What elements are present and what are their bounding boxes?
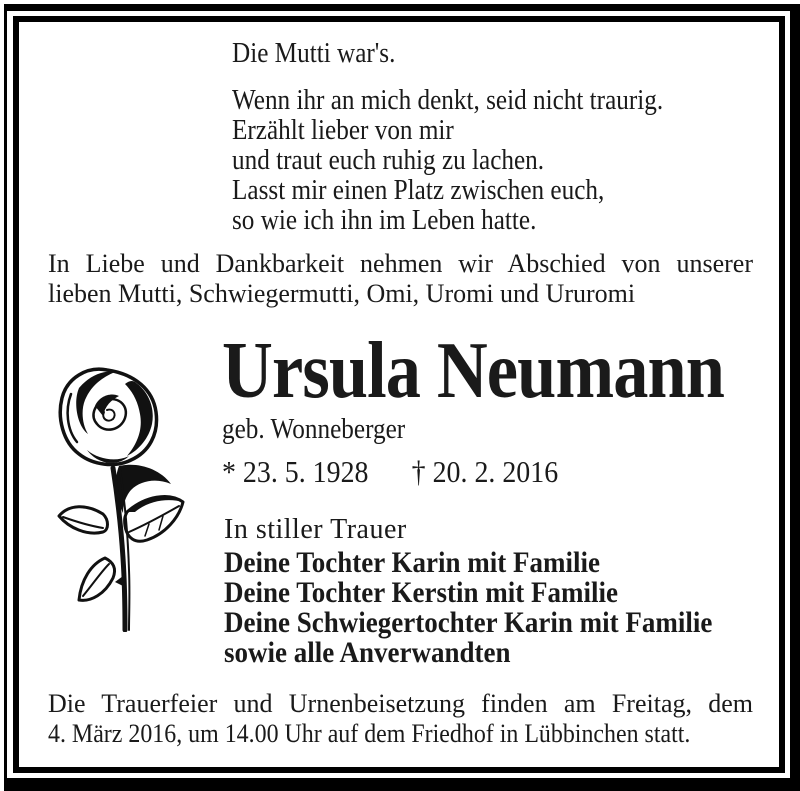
rose-icon [56,366,188,632]
death-date: † 20. 2. 2016 [411,454,559,489]
poem-line: Wenn ihr an mich denkt, seid nicht traurig. [232,85,664,116]
mourner-line: Deine Tochter Kerstin mit Familie [224,576,618,609]
poem-line: und traut euch ruhig zu lachen. [232,145,545,176]
poem-line: Lasst mir einen Platz zwischen euch, [232,175,605,206]
mourner-line: sowie alle Anverwandten [224,636,511,669]
dedication-line-2: lieben Mutti, Schwiegermutti, Omi, Uromi und Ururomi [48,279,636,308]
poem-line: so wie ich ihn im Leben hatte. [232,205,537,236]
maiden-name-text: geb. Wonneberger [222,414,406,445]
deceased-name: Ursula Neumann [222,327,725,415]
dedication-paragraph [48,249,753,309]
dedication-line-1: In Liebe und Dankbarkeit nehmen wir Abschied von unserer [48,249,753,278]
mourner-line: Deine Schwiegertochter Karin mit Familie [224,606,713,639]
maiden-name [222,415,405,445]
mourning-intro [224,515,407,545]
mourner-line: Deine Tochter Karin mit Familie [224,546,600,579]
poem-line: Erzählt lieber von mir [232,115,454,146]
intro-text: Die Mutti war's. [232,38,396,69]
mourners-list [224,548,712,668]
funeral-line-2-wrap [48,719,753,749]
poem [232,86,663,236]
life-dates [222,455,558,489]
mourning-intro-text: In stiller Trauer [224,514,407,545]
funeral-line-1: Die Trauerfeier und Urnenbeisetzung finden am Freitag, dem [48,689,753,718]
funeral-line-2: 4. März 2016, um 14.00 Uhr auf dem Friedhof in Lübbinchen statt. [48,719,691,748]
intro-line [232,39,395,69]
funeral-paragraph [48,689,753,749]
birth-date: * 23. 5. 1928 [222,454,369,489]
